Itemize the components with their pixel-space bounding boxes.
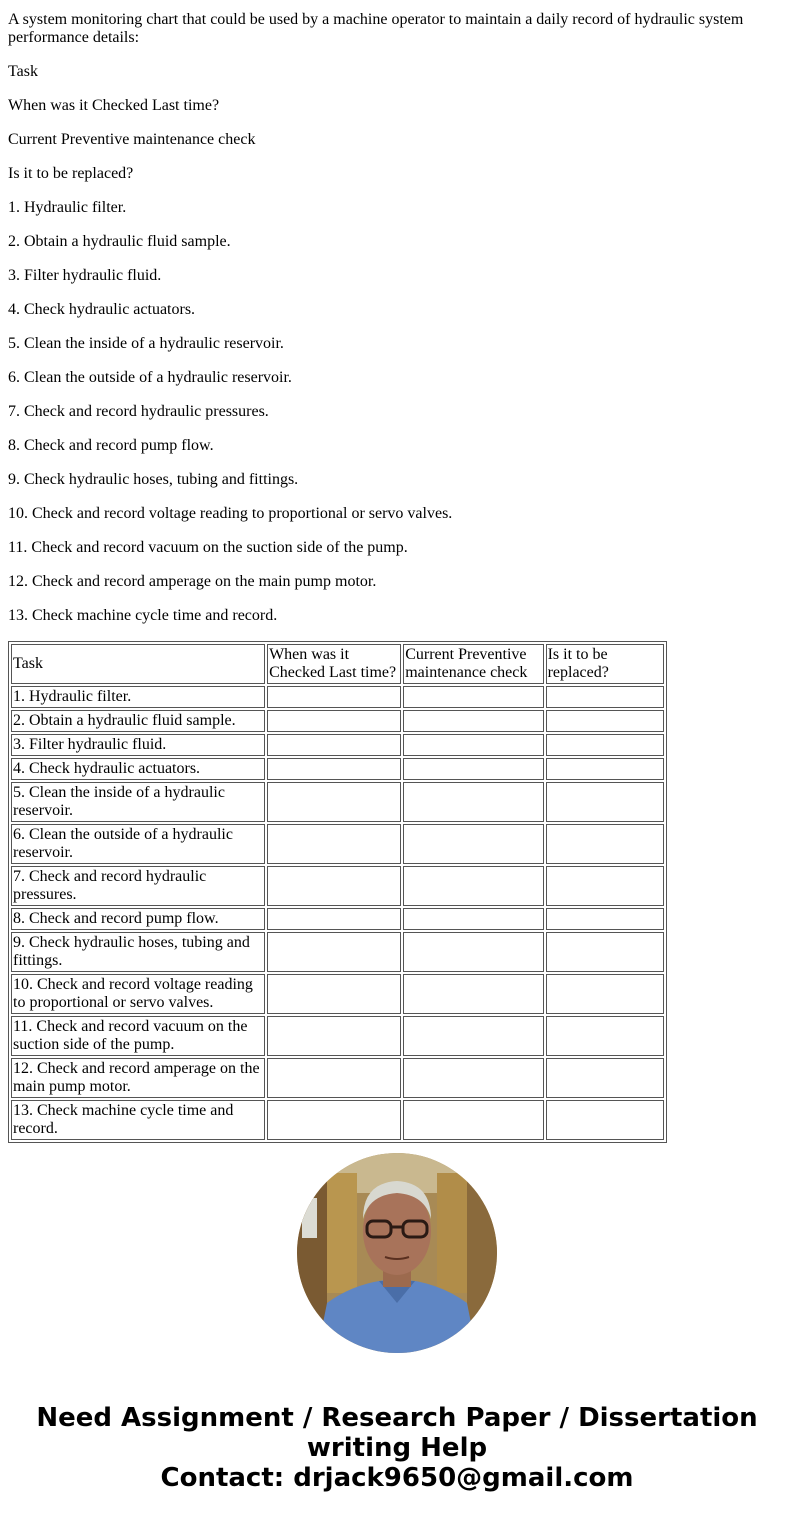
task-cell: 1. Hydraulic filter. <box>11 686 265 708</box>
footer-line: writing Help <box>306 1433 488 1463</box>
table-row <box>11 974 664 1014</box>
table-row <box>11 866 664 906</box>
replace-cell[interactable] <box>546 908 664 930</box>
task-paragraph: 3. Filter hydraulic fluid. <box>8 267 162 284</box>
table-row <box>11 1100 664 1140</box>
task-cell: 3. Filter hydraulic fluid. <box>11 734 265 756</box>
header-label-replace: Is it to be replaced? <box>8 165 134 182</box>
column-header-replace: Is it to be replaced? <box>546 644 664 684</box>
current-check-cell[interactable] <box>403 710 543 732</box>
task-paragraph: 13. Check machine cycle time and record. <box>8 607 278 624</box>
current-check-cell[interactable] <box>403 734 543 756</box>
last-checked-cell[interactable] <box>267 824 401 864</box>
last-checked-cell[interactable] <box>267 932 401 972</box>
last-checked-cell[interactable] <box>267 1016 401 1056</box>
last-checked-cell[interactable] <box>267 734 401 756</box>
current-check-cell[interactable] <box>403 782 543 822</box>
author-avatar <box>297 1153 497 1353</box>
replace-cell[interactable] <box>546 1058 664 1098</box>
replace-cell[interactable] <box>546 734 664 756</box>
task-paragraph: 4. Check hydraulic actuators. <box>8 301 196 318</box>
current-check-cell[interactable] <box>403 758 543 780</box>
intro-paragraph: A system monitoring chart that could be used by a machine operator to maintain a daily record of hydraulic system performance details: <box>8 11 744 46</box>
task-cell: 9. Check hydraulic hoses, tubing and fittings. <box>11 932 265 972</box>
last-checked-cell[interactable] <box>267 710 401 732</box>
task-paragraph: 2. Obtain a hydraulic fluid sample. <box>8 233 231 250</box>
task-paragraph: 12. Check and record amperage on the main pump motor. <box>8 573 377 590</box>
replace-cell[interactable] <box>546 1100 664 1140</box>
last-checked-cell[interactable] <box>267 1058 401 1098</box>
document-body <box>8 0 786 625</box>
task-paragraph: 7. Check and record hydraulic pressures. <box>8 403 269 420</box>
current-check-cell[interactable] <box>403 866 543 906</box>
footer-banner <box>0 1403 794 1493</box>
task-paragraph: 11. Check and record vacuum on the suction side of the pump. <box>8 539 408 556</box>
task-cell: 12. Check and record amperage on the main pump motor. <box>11 1058 265 1098</box>
last-checked-cell[interactable] <box>267 782 401 822</box>
header-label-last-checked: When was it Checked Last time? <box>8 97 220 114</box>
last-checked-cell[interactable] <box>267 1100 401 1140</box>
table-header-row <box>11 644 664 684</box>
task-cell: 4. Check hydraulic actuators. <box>11 758 265 780</box>
footer-line: Need Assignment / Research Paper / Dissertation <box>36 1403 758 1433</box>
replace-cell[interactable] <box>546 824 664 864</box>
table-row <box>11 1016 664 1056</box>
replace-cell[interactable] <box>546 974 664 1014</box>
task-cell: 11. Check and record vacuum on the suction side of the pump. <box>11 1016 265 1056</box>
last-checked-cell[interactable] <box>267 866 401 906</box>
table-row <box>11 782 664 822</box>
header-label-current-check: Current Preventive maintenance check <box>8 131 256 148</box>
current-check-cell[interactable] <box>403 824 543 864</box>
current-check-cell[interactable] <box>403 908 543 930</box>
replace-cell[interactable] <box>546 866 664 906</box>
last-checked-cell[interactable] <box>267 758 401 780</box>
table-row <box>11 686 664 708</box>
last-checked-cell[interactable] <box>267 974 401 1014</box>
column-header-task: Task <box>11 644 265 684</box>
header-label-task: Task <box>8 63 38 80</box>
task-paragraph: 5. Clean the inside of a hydraulic reservoir. <box>8 335 284 352</box>
table-row <box>11 1058 664 1098</box>
current-check-cell[interactable] <box>403 1058 543 1098</box>
column-header-current-check: Current Preventive maintenance check <box>403 644 543 684</box>
replace-cell[interactable] <box>546 782 664 822</box>
table-row <box>11 932 664 972</box>
task-cell: 8. Check and record pump flow. <box>11 908 265 930</box>
table-row <box>11 908 664 930</box>
replace-cell[interactable] <box>546 758 664 780</box>
replace-cell[interactable] <box>546 1016 664 1056</box>
task-cell: 5. Clean the inside of a hydraulic reservoir. <box>11 782 265 822</box>
task-paragraph: 9. Check hydraulic hoses, tubing and fittings. <box>8 471 299 488</box>
last-checked-cell[interactable] <box>267 908 401 930</box>
table-row <box>11 710 664 732</box>
current-check-cell[interactable] <box>403 686 543 708</box>
replace-cell[interactable] <box>546 932 664 972</box>
task-cell: 6. Clean the outside of a hydraulic reservoir. <box>11 824 265 864</box>
task-paragraph: 10. Check and record voltage reading to proportional or servo valves. <box>8 505 453 522</box>
column-header-last-checked: When was it Checked Last time? <box>267 644 401 684</box>
last-checked-cell[interactable] <box>267 686 401 708</box>
table-row <box>11 824 664 864</box>
replace-cell[interactable] <box>546 710 664 732</box>
task-cell: 13. Check machine cycle time and record. <box>11 1100 265 1140</box>
table-row <box>11 758 664 780</box>
maintenance-chart-table <box>8 641 667 1143</box>
task-cell: 2. Obtain a hydraulic fluid sample. <box>11 710 265 732</box>
footer-contact: Contact: drjack9650@gmail.com <box>160 1463 634 1493</box>
current-check-cell[interactable] <box>403 932 543 972</box>
task-cell: 10. Check and record voltage reading to proportional or servo valves. <box>11 974 265 1014</box>
task-cell: 7. Check and record hydraulic pressures. <box>11 866 265 906</box>
replace-cell[interactable] <box>546 686 664 708</box>
author-portrait-image <box>297 1153 497 1353</box>
current-check-cell[interactable] <box>403 974 543 1014</box>
task-paragraph: 6. Clean the outside of a hydraulic reservoir. <box>8 369 292 386</box>
current-check-cell[interactable] <box>403 1100 543 1140</box>
table-row <box>11 734 664 756</box>
task-paragraph: 1. Hydraulic filter. <box>8 199 127 216</box>
task-paragraph: 8. Check and record pump flow. <box>8 437 214 454</box>
current-check-cell[interactable] <box>403 1016 543 1056</box>
